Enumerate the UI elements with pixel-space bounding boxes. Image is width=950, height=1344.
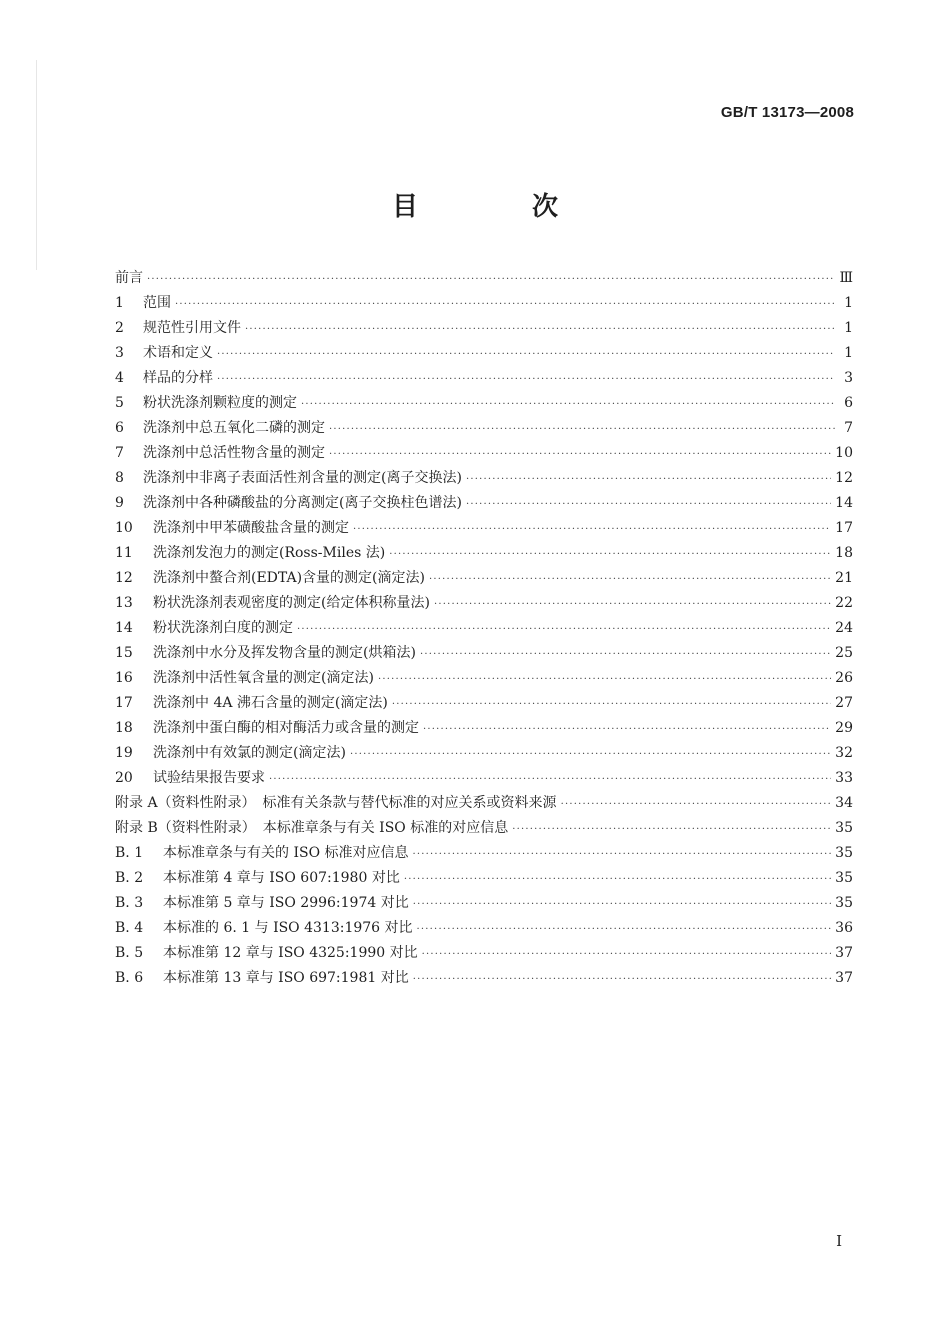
toc-entry-number: 20 xyxy=(115,770,133,786)
toc-entry-page: 36 xyxy=(835,920,853,936)
toc-entry[interactable] xyxy=(115,966,853,991)
toc-list xyxy=(115,266,853,991)
toc-entry[interactable] xyxy=(115,766,853,791)
toc-entry-page: 18 xyxy=(835,545,853,561)
toc-entry-page: 7 xyxy=(844,420,853,436)
toc-entry-page: 35 xyxy=(835,845,853,861)
toc-entry[interactable] xyxy=(115,266,853,291)
toc-entry-title: 本标准第 12 章与 ISO 4325:1990 对比 xyxy=(163,945,418,961)
toc-leader-dots xyxy=(353,517,831,542)
toc-leader-dots xyxy=(217,342,835,367)
toc-entry-number: 6 xyxy=(115,420,124,436)
toc-entry-page: 37 xyxy=(835,945,853,961)
toc-leader-dots xyxy=(389,542,831,567)
toc-entry-page: 34 xyxy=(835,795,853,811)
toc-entry-title: 粉状洗涤剂表观密度的测定(给定体积称量法) xyxy=(153,595,430,611)
toc-entry[interactable] xyxy=(115,491,853,516)
toc-entry-page: 21 xyxy=(835,570,853,586)
toc-leader-dots xyxy=(413,842,832,867)
toc-entry[interactable] xyxy=(115,716,853,741)
toc-leader-dots xyxy=(350,742,831,767)
standard-code: GB/T 13173—2008 xyxy=(720,104,854,121)
toc-entry-number: 11 xyxy=(115,545,133,561)
toc-leader-dots xyxy=(147,267,835,292)
toc-entry-title: 本标准的 6. 1 与 ISO 4313:1976 对比 xyxy=(163,920,413,936)
toc-leader-dots xyxy=(561,792,832,817)
toc-entry-title: 本标准第 13 章与 ISO 697:1981 对比 xyxy=(163,970,409,986)
toc-entry-number: B. 3 xyxy=(115,895,144,911)
toc-entry-page: 35 xyxy=(835,870,853,886)
toc-entry[interactable] xyxy=(115,341,853,366)
toc-entry-number: B. 2 xyxy=(115,870,144,886)
toc-entry[interactable] xyxy=(115,516,853,541)
toc-leader-dots xyxy=(329,442,831,467)
toc-entry-number: 3 xyxy=(115,345,124,361)
toc-leader-dots xyxy=(217,367,835,392)
toc-entry[interactable] xyxy=(115,291,853,316)
toc-entry[interactable] xyxy=(115,916,853,941)
toc-entry-title: 附录 A（资料性附录） 标准有关条款与替代标准的对应关系或资料来源 xyxy=(115,795,557,811)
toc-entry-number: 18 xyxy=(115,720,133,736)
toc-entry-page: 32 xyxy=(835,745,853,761)
toc-entry[interactable] xyxy=(115,591,853,616)
toc-entry-page: 10 xyxy=(835,445,853,461)
toc-entry-title: 洗涤剂中各种磷酸盐的分离测定(离子交换柱色谱法) xyxy=(143,495,462,511)
toc-entry-page: 1 xyxy=(844,295,853,311)
toc-entry-number: 19 xyxy=(115,745,133,761)
toc-entry-title: 粉状洗涤剂颗粒度的测定 xyxy=(143,395,297,411)
toc-entry[interactable] xyxy=(115,891,853,916)
toc-leader-dots xyxy=(423,717,831,742)
toc-entry-page: 17 xyxy=(835,520,853,536)
toc-entry[interactable] xyxy=(115,566,853,591)
toc-entry-title: 洗涤剂中总活性物含量的测定 xyxy=(143,445,325,461)
toc-entry-page: 35 xyxy=(835,820,853,836)
toc-entry[interactable] xyxy=(115,466,853,491)
toc-leader-dots xyxy=(245,317,835,342)
toc-entry-number: 17 xyxy=(115,695,133,711)
toc-entry[interactable] xyxy=(115,941,853,966)
toc-entry[interactable] xyxy=(115,866,853,891)
toc-entry-page: 6 xyxy=(844,395,853,411)
toc-entry-page: 33 xyxy=(835,770,853,786)
toc-entry-page: 14 xyxy=(835,495,853,511)
toc-entry-title: 洗涤剂发泡力的测定(Ross-Miles 法) xyxy=(153,545,386,561)
toc-entry-title: 本标准章条与有关的 ISO 标准对应信息 xyxy=(163,845,409,861)
toc-entry-number: 10 xyxy=(115,520,133,536)
toc-entry-title: 洗涤剂中活性氧含量的测定(滴定法) xyxy=(153,670,374,686)
toc-leader-dots xyxy=(413,892,831,917)
toc-leader-dots xyxy=(269,767,831,792)
toc-entry-page: 25 xyxy=(835,645,853,661)
scan-margin-line xyxy=(36,60,37,270)
toc-entry[interactable] xyxy=(115,416,853,441)
toc-entry-page: 29 xyxy=(835,720,853,736)
toc-entry-number: B. 5 xyxy=(115,945,144,961)
toc-leader-dots xyxy=(392,692,831,717)
toc-leader-dots xyxy=(429,567,831,592)
toc-entry-number: B. 4 xyxy=(115,920,144,936)
toc-entry[interactable] xyxy=(115,791,853,816)
toc-leader-dots xyxy=(175,292,835,317)
toc-entry[interactable] xyxy=(115,391,853,416)
toc-entry[interactable] xyxy=(115,816,853,841)
toc-entry-title: 规范性引用文件 xyxy=(143,320,241,336)
toc-entry-title: 试验结果报告要求 xyxy=(153,770,265,786)
toc-leader-dots xyxy=(434,592,831,617)
toc-leader-dots xyxy=(466,467,831,492)
toc-entry-title: 洗涤剂中蛋白酶的相对酶活力或含量的测定 xyxy=(153,720,419,736)
toc-entry-number: 13 xyxy=(115,595,133,611)
toc-entry-title: 洗涤剂中非离子表面活性剂含量的测定(离子交换法) xyxy=(143,470,462,486)
toc-entry[interactable] xyxy=(115,666,853,691)
toc-title: 目 次 xyxy=(391,192,602,222)
toc-entry-title: 样品的分样 xyxy=(143,370,213,386)
toc-leader-dots xyxy=(297,617,831,642)
footer-page-number: I xyxy=(836,1232,842,1250)
toc-entry[interactable] xyxy=(115,691,853,716)
toc-leader-dots xyxy=(404,867,831,892)
toc-entry-number: B. 1 xyxy=(115,845,144,861)
toc-entry-title: 范围 xyxy=(143,295,171,311)
toc-entry-title: 洗涤剂中水分及挥发物含量的测定(烘箱法) xyxy=(153,645,416,661)
toc-leader-dots xyxy=(417,917,832,942)
toc-entry-page: 22 xyxy=(835,595,853,611)
toc-entry-title: 洗涤剂中甲苯磺酸盐含量的测定 xyxy=(153,520,349,536)
toc-leader-dots xyxy=(512,817,831,842)
toc-entry[interactable] xyxy=(115,841,853,866)
toc-entry-title: 本标准第 5 章与 ISO 2996:1974 对比 xyxy=(163,895,409,911)
toc-entry-number: 5 xyxy=(115,395,124,411)
toc-leader-dots xyxy=(422,942,832,967)
toc-entry-page: 37 xyxy=(835,970,853,986)
toc-entry[interactable] xyxy=(115,316,853,341)
toc-entry-page: 3 xyxy=(844,370,853,386)
toc-entry[interactable] xyxy=(115,441,853,466)
toc-leader-dots xyxy=(420,642,831,667)
toc-entry-number: 16 xyxy=(115,670,133,686)
toc-entry-title: 粉状洗涤剂白度的测定 xyxy=(153,620,293,636)
toc-entry-number: 15 xyxy=(115,645,133,661)
toc-entry-page: 26 xyxy=(835,670,853,686)
toc-entry-title: 洗涤剂中有效氯的测定(滴定法) xyxy=(153,745,346,761)
toc-entry-number: 1 xyxy=(115,295,124,311)
toc-entry-page: Ⅲ xyxy=(839,270,853,286)
toc-entry-page: 1 xyxy=(844,320,853,336)
toc-entry-title: 术语和定义 xyxy=(143,345,213,361)
toc-entry-page: 35 xyxy=(835,895,853,911)
toc-leader-dots xyxy=(378,667,831,692)
toc-entry-number: 2 xyxy=(115,320,124,336)
toc-entry-number: 7 xyxy=(115,445,124,461)
toc-entry[interactable] xyxy=(115,741,853,766)
toc-entry-title: 洗涤剂中螯合剂(EDTA)含量的测定(滴定法) xyxy=(153,570,425,586)
toc-entry-title: 洗涤剂中总五氧化二磷的测定 xyxy=(143,420,325,436)
toc-entry-title: 前言 xyxy=(115,270,143,286)
toc-entry-page: 12 xyxy=(835,470,853,486)
toc-entry-title: 附录 B（资料性附录） 本标准章条与有关 ISO 标准的对应信息 xyxy=(115,820,509,836)
toc-entry-page: 1 xyxy=(844,345,853,361)
toc-entry-number: 12 xyxy=(115,570,133,586)
toc-entry-number: 4 xyxy=(115,370,124,386)
toc-entry-number: 9 xyxy=(115,495,124,511)
toc-entry-title: 本标准第 4 章与 ISO 607:1980 对比 xyxy=(163,870,400,886)
toc-entry-number: B. 6 xyxy=(115,970,144,986)
toc-entry[interactable] xyxy=(115,641,853,666)
toc-entry-page: 24 xyxy=(835,620,853,636)
toc-entry-page: 27 xyxy=(835,695,853,711)
toc-entry[interactable] xyxy=(115,366,853,391)
toc-entry-number: 14 xyxy=(115,620,133,636)
toc-leader-dots xyxy=(413,967,831,992)
toc-entry[interactable] xyxy=(115,616,853,641)
toc-leader-dots xyxy=(301,392,835,417)
toc-leader-dots xyxy=(466,492,831,517)
toc-entry[interactable] xyxy=(115,541,853,566)
toc-entry-title: 洗涤剂中 4A 沸石含量的测定(滴定法) xyxy=(153,695,388,711)
toc-leader-dots xyxy=(329,417,835,442)
toc-entry-number: 8 xyxy=(115,470,124,486)
